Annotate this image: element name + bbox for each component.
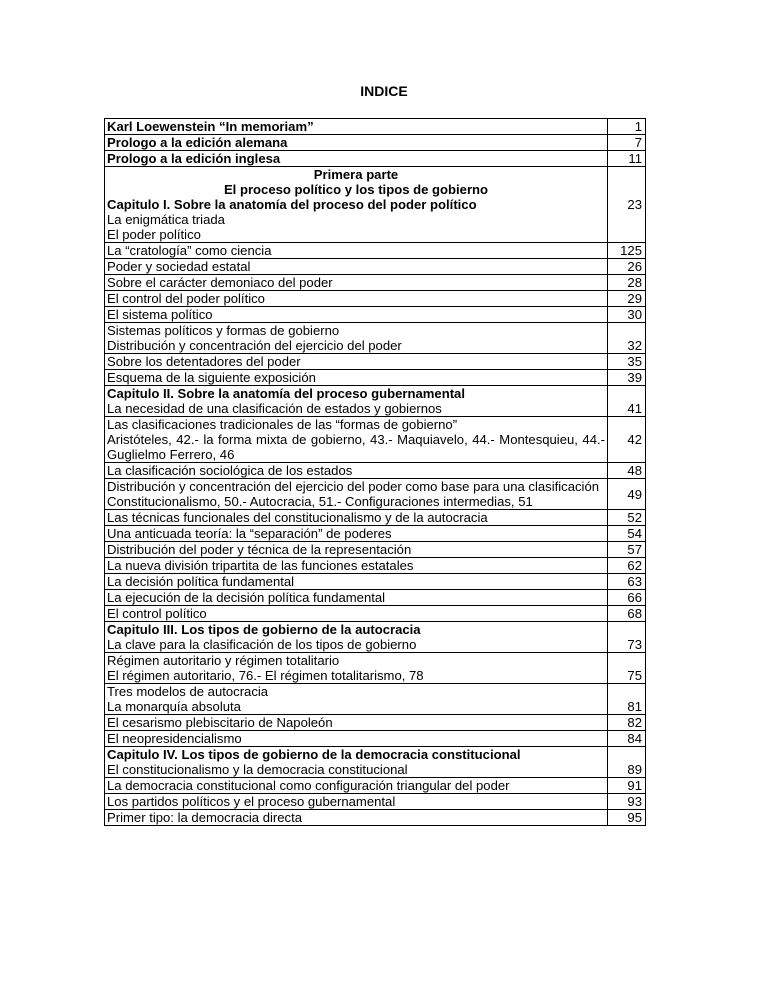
table-row: [105, 590, 646, 606]
table-row: [105, 684, 646, 715]
table-row: [105, 259, 646, 275]
page-number: 32: [608, 323, 646, 354]
entry-line: Distribución y concentración del ejercicio del poder: [107, 338, 402, 353]
page-number: 62: [608, 558, 646, 574]
page-number: 26: [608, 259, 646, 275]
page-number: 39: [608, 370, 646, 386]
entry-text: El cesarismo plebiscitario de Napoleón: [105, 715, 608, 731]
page-number: 42: [608, 417, 646, 463]
page-number: 93: [608, 794, 646, 810]
entry-line: Constitucionalismo, 50.- Autocracia, 51.- Configuraciones intermedias, 51: [107, 494, 533, 509]
entry-text: Las técnicas funcionales del constitucionalismo y de la autocracia: [105, 510, 608, 526]
entry-line: Tres modelos de autocracia: [107, 684, 269, 699]
page-number: 73: [608, 622, 646, 653]
page-number: 68: [608, 606, 646, 622]
entry-text: [105, 684, 608, 715]
entry-text: Una anticuada teoría: la “separación” de poderes: [105, 526, 608, 542]
entry-text: La “cratología” como ciencia: [105, 243, 608, 259]
table-row: [105, 606, 646, 622]
chapter-heading: Capitulo I. Sobre la anatomía del proceso del poder político: [107, 197, 477, 212]
table-row: [105, 291, 646, 307]
table-row: [105, 307, 646, 323]
entry-text: Prologo a la edición inglesa: [105, 151, 608, 167]
table-row: [105, 558, 646, 574]
entry-text: Los partidos políticos y el proceso gubernamental: [105, 794, 608, 810]
index-table: [104, 118, 646, 826]
table-row: [105, 119, 646, 135]
entry-line: Distribución y concentración del ejercicio del poder como base para una clasificación: [107, 479, 600, 494]
entry-line: La clave para la clasificación de los tipos de gobierno: [107, 637, 417, 652]
part-title: El proceso político y los tipos de gobierno: [223, 182, 489, 197]
table-row: [105, 794, 646, 810]
entry-text: La nueva división tripartita de las funciones estatales: [105, 558, 608, 574]
page-number: 91: [608, 778, 646, 794]
table-row: [105, 275, 646, 291]
entry-line: El régimen autoritario, 76.- El régimen totalitarismo, 78: [107, 668, 424, 683]
page-number: 48: [608, 463, 646, 479]
table-row: [105, 135, 646, 151]
page-number: 35: [608, 354, 646, 370]
table-row: [105, 715, 646, 731]
page-number: 41: [608, 386, 646, 417]
page-title: INDICE: [360, 83, 408, 99]
table-row: [105, 526, 646, 542]
entry-text: [105, 386, 608, 417]
entry-text: La ejecución de la decisión política fundamental: [105, 590, 608, 606]
table-row: [105, 778, 646, 794]
page-number: 84: [608, 731, 646, 747]
page-number: 95: [608, 810, 646, 826]
entry-text: Poder y sociedad estatal: [105, 259, 608, 275]
entry-line: Sistemas políticos y formas de gobierno: [107, 323, 340, 338]
entry-text: Sobre el carácter demoniaco del poder: [105, 275, 608, 291]
entry-text: Sobre los detentadores del poder: [105, 354, 608, 370]
entry-text: Distribución del poder y técnica de la representación: [105, 542, 608, 558]
chapter-heading: Capitulo II. Sobre la anatomía del proceso gubernamental: [107, 386, 465, 401]
page-number: 57: [608, 542, 646, 558]
table-row: [105, 542, 646, 558]
entry-text: Esquema de la siguiente exposición: [105, 370, 608, 386]
entry-text: [105, 653, 608, 684]
entry-text: La decisión política fundamental: [105, 574, 608, 590]
page-number: 82: [608, 715, 646, 731]
chapter-heading: Capitulo IV. Los tipos de gobierno de la democracia constitucional: [107, 747, 521, 762]
entry-text: Prologo a la edición alemana: [105, 135, 608, 151]
table-row: [105, 574, 646, 590]
entry-text: [105, 747, 608, 778]
chapter-heading: Capitulo III. Los tipos de gobierno de la autocracia: [107, 622, 421, 637]
table-row: [105, 810, 646, 826]
entry-line: Las clasificaciones tradicionales de las “formas de gobierno”: [107, 417, 458, 432]
page-number: 30: [608, 307, 646, 323]
table-row: [105, 370, 646, 386]
page-number: 1: [608, 119, 646, 135]
table-row: [105, 243, 646, 259]
table-row: [105, 653, 646, 684]
entry-text: [105, 417, 608, 463]
page-number: 49: [608, 479, 646, 510]
page-number: 66: [608, 590, 646, 606]
entry-line: El constitucionalismo y la democracia constitucional: [107, 762, 408, 777]
page-number: 63: [608, 574, 646, 590]
entry-text: El neopresidencialismo: [105, 731, 608, 747]
entry-line: La enigmática triada: [107, 212, 225, 227]
entry-text: Karl Loewenstein “In memoriam”: [105, 119, 608, 135]
entry-text: El control del poder político: [105, 291, 608, 307]
page-number: 54: [608, 526, 646, 542]
table-row: [105, 386, 646, 417]
entry-text: [105, 479, 608, 510]
entry-text: [105, 167, 608, 243]
page-number: 23: [608, 167, 646, 243]
entry-line: La monarquía absoluta: [107, 699, 241, 714]
table-row: [105, 747, 646, 778]
entry-line: Aristóteles, 42.- la forma mixta de gobierno, 43.- Maquiavelo, 44.- Montesquieu, 44.- Guglielmo Ferrero, 46: [107, 432, 605, 462]
table-row: [105, 354, 646, 370]
entry-line: El poder político: [107, 227, 201, 242]
page-number: 28: [608, 275, 646, 291]
page-number: 11: [608, 151, 646, 167]
entry-text: [105, 323, 608, 354]
page-number: 29: [608, 291, 646, 307]
page-number: 75: [608, 653, 646, 684]
part-heading: Primera parte: [313, 167, 399, 182]
entry-text: El sistema político: [105, 307, 608, 323]
table-row: [105, 151, 646, 167]
table-row: [105, 323, 646, 354]
table-row: [105, 510, 646, 526]
page-number: 81: [608, 684, 646, 715]
entry-text: La democracia constitucional como configuración triangular del poder: [105, 778, 608, 794]
entry-text: El control político: [105, 606, 608, 622]
entry-text: Primer tipo: la democracia directa: [105, 810, 608, 826]
table-row: [105, 622, 646, 653]
table-row: [105, 731, 646, 747]
entry-text: [105, 622, 608, 653]
table-row: [105, 417, 646, 463]
table-row: [105, 479, 646, 510]
page-number: 125: [608, 243, 646, 259]
page-number: 7: [608, 135, 646, 151]
table-row: [105, 167, 646, 243]
entry-line: Régimen autoritario y régimen totalitario: [107, 653, 340, 668]
entry-text: La clasificación sociológica de los estados: [105, 463, 608, 479]
page-number: 89: [608, 747, 646, 778]
table-row: [105, 463, 646, 479]
entry-line: La necesidad de una clasificación de estados y gobiernos: [107, 401, 442, 416]
page-number: 52: [608, 510, 646, 526]
